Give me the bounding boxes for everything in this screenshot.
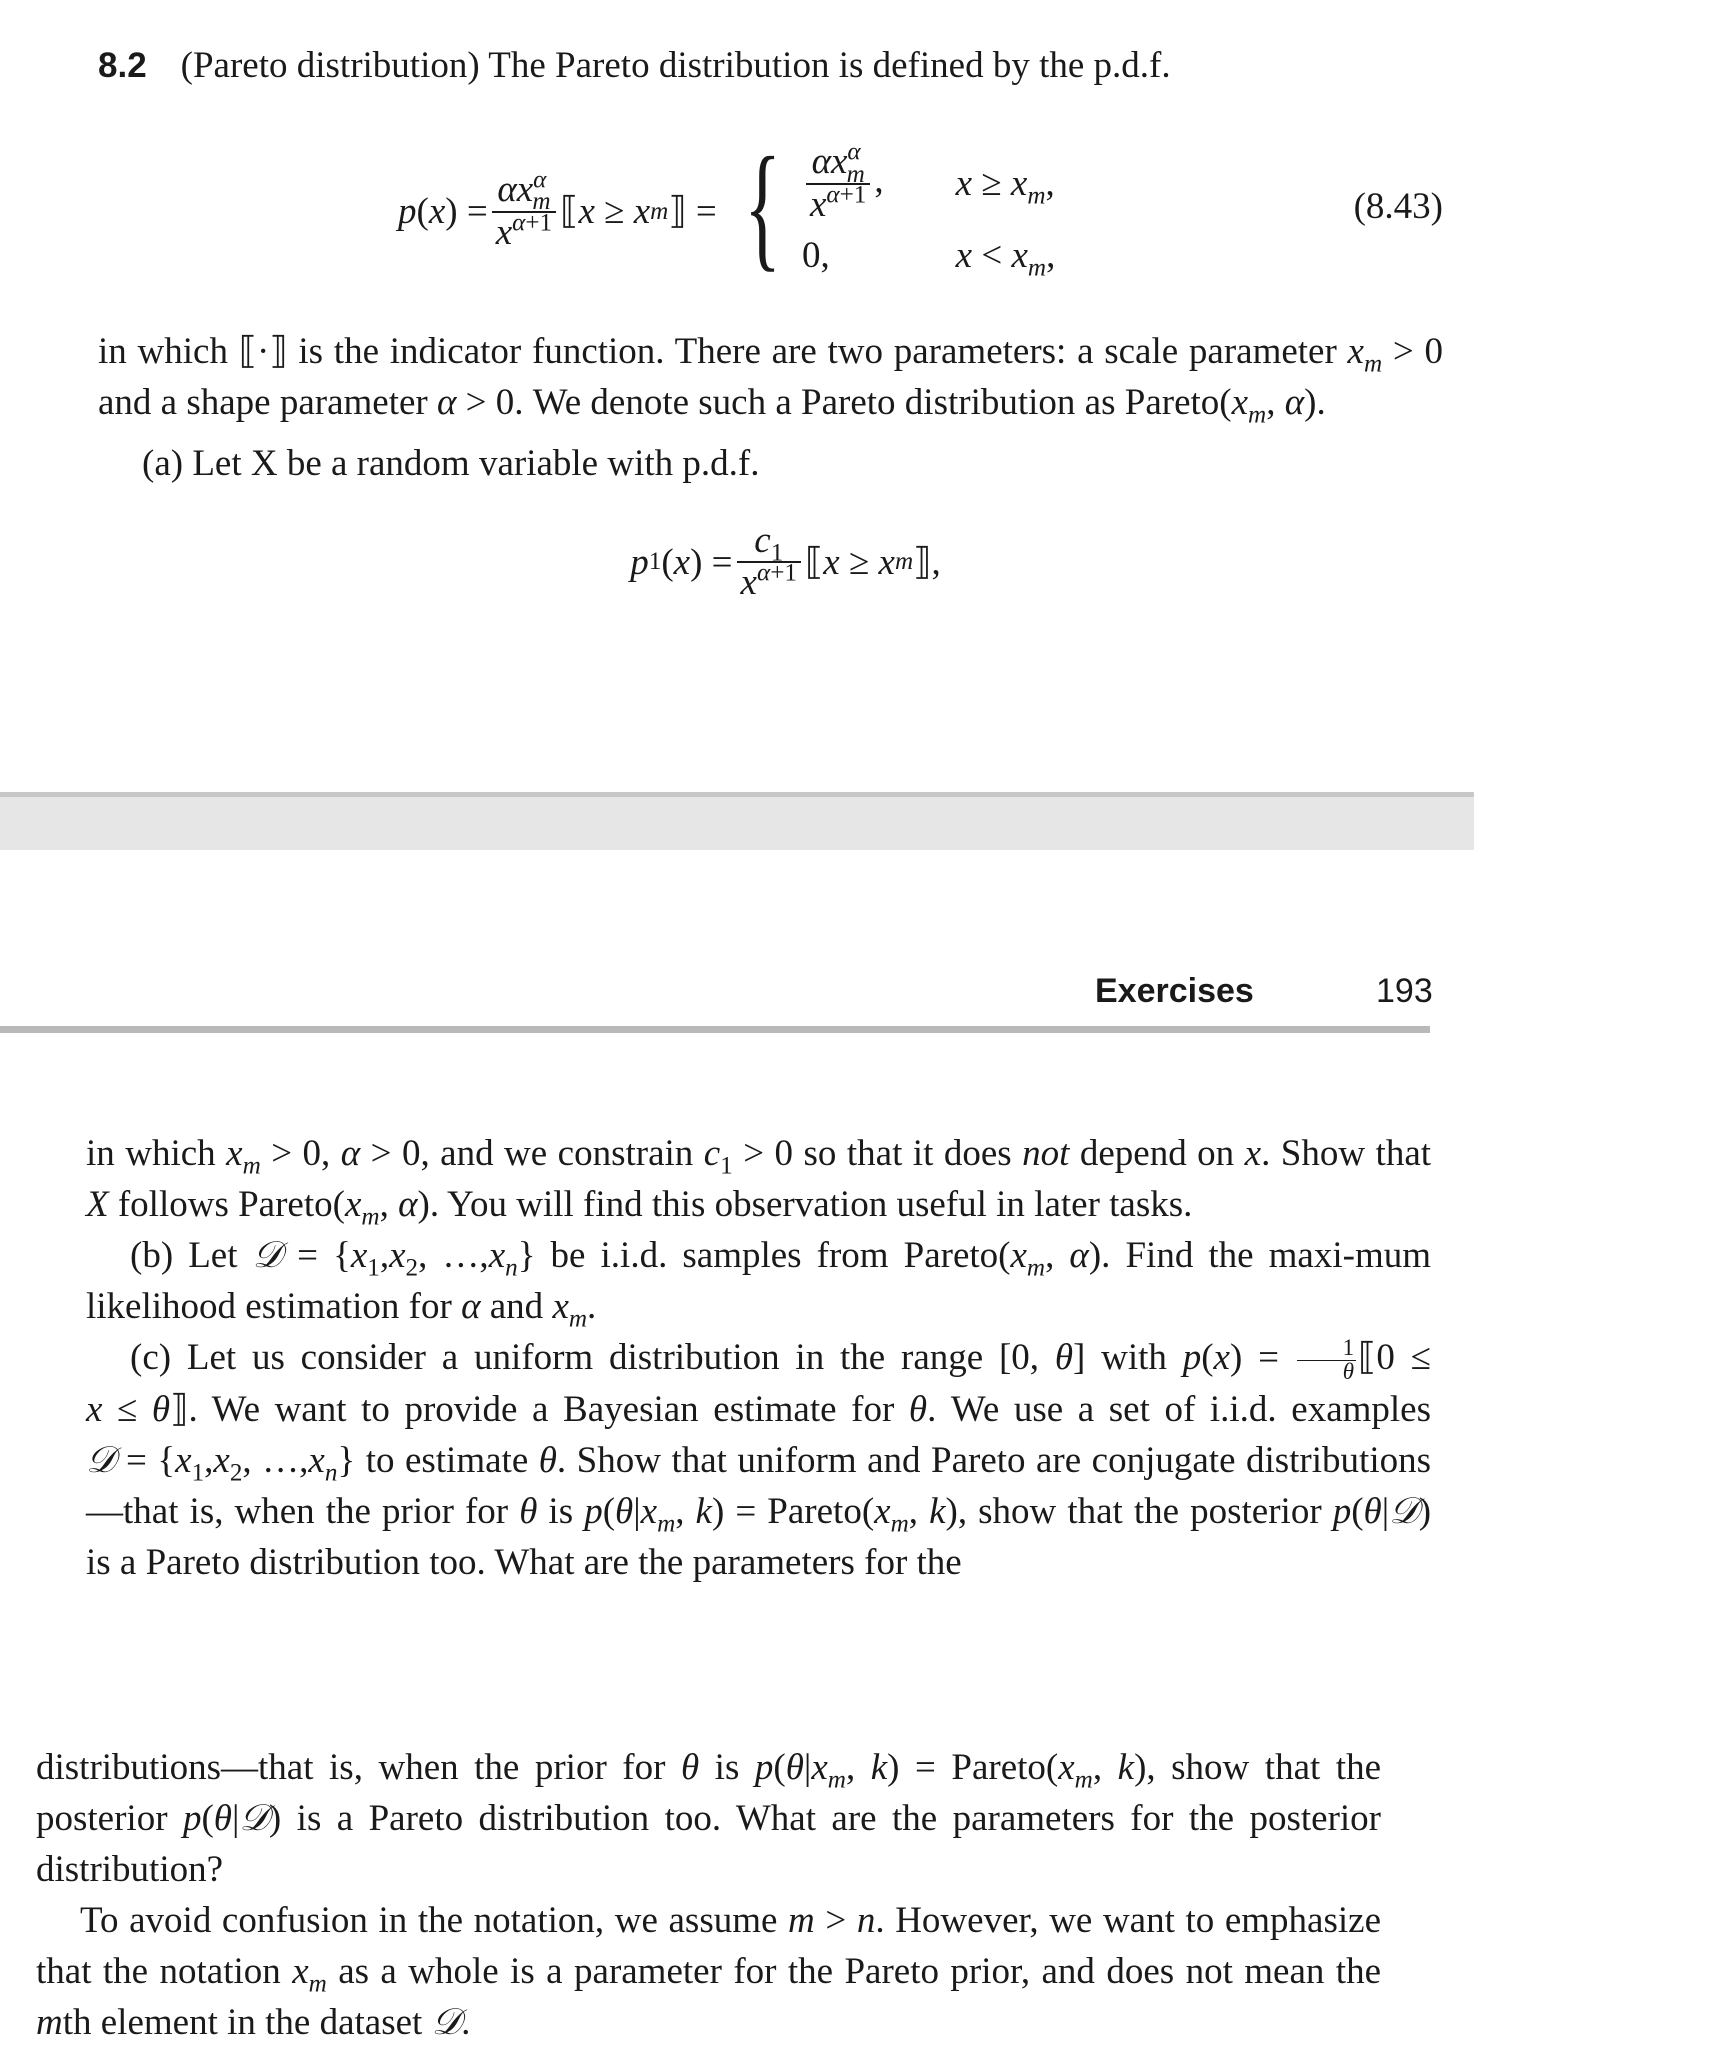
part-c: (c) Let us consider a uniform distribution in the range [0, θ] with p(x) = $\frac{1}{\theta}$ ⟦0 ≤ x ≤ θ⟧. We want to provide a Bayesian estimate for θ. We use a set of i.i.d. examples 𝒟 = {$x_1,x_2$, $\dots,x_n$} to estimate θ. Show that uniform and Pareto are conjugate distributions—that is, when the prior for θ is $p(\theta|x_m$, $k) = Pareto(x_m$, k), show that the posterior p(θ|𝒟) is a Pareto distribution too. What are the parameters for the [86,1335,1432,1584]
pdf-fraction: $\frac{\alpha x^\alpha_m}{x^{\alpha+1}}$ [492,170,556,253]
exercise-8-2-top [98,40,1443,617]
notation-note: To avoid confusion in the notation, we assume m > n. However, we want to emphasize that the notation $x_m$ as a whole is a parameter for the Pareto prior, and does not mean the mth element in the dataset 𝒟. [36,1900,1381,2044]
equation-8-43 [98,119,1443,304]
cases-brace: { [743,128,781,284]
equation-p1: p 1 ( x ) = $\frac{c_1}{x^{\alpha+1}}$ ⟦ x ≥ x m ⟧, [630,519,941,604]
equation-number: (8.43) [1353,186,1443,228]
header-title: Exercises [1095,972,1254,1010]
exercise-heading [98,40,1443,91]
exercise-number: 8.2 [98,46,147,85]
page-divider-band [0,792,1474,850]
p1-fraction: $\frac{c_1}{x^{\alpha+1}}$ [737,521,801,604]
page-number: 193 [1376,972,1433,1010]
exercise-8-2-continued [36,1742,1381,2048]
exercise-8-2-parts [86,1128,1431,1588]
definition-paragraph: in which ⟦·⟧ is the indicator function. There are two parameters: a scale parameter $x_m > 0$ and a shape parameter α > 0. We denote such a Pareto distribution as $Pareto(x_m$, α). [98,331,1443,429]
part-b: (b) Let 𝒟 = {$x_1,x_2$, $\dots,x_n$} be i.i.d. samples from $Pareto(x_m$, α). Find the maxi-mum likelihood estimation for α and $x_m$. [86,1235,1431,1333]
page-header [0,960,1433,1033]
exercise-title: (Pareto distribution) The Pareto distribution is defined by the p.d.f. [180,45,1171,86]
part-a-continuation: in which $x_m > 0$, α > 0, and we constrain $c_1 > 0$ so that it does not depend on x. Show that X follows $Pareto(x_m$, α). You will find this observation useful in later tasks. [86,1133,1432,1231]
part-c-continuation: distributions—that is, when the prior for θ is $p(\theta|x_m$, $k) = Pareto(x_m$, k), show that the posterior p(θ|𝒟) is a Pareto distribution too. What are the parameters for the posterior distribution? [36,1747,1382,1891]
piecewise-cases: $\frac{\alpha x^\alpha_m}{x^{\alpha+1}}$ , $x \ge x_m$, 0, $x < x_m$, [801,139,1056,282]
part-a-intro: (a) Let X be a random variable with p.d.f. [142,443,760,485]
pareto-pdf-formula: p ( x ) = $\frac{\alpha x^\alpha_m}{x^{\alpha+1}}$ ⟦ x ≥ x m ⟧ = { $\frac{\alpha x^\alpha_m}{x^{\alpha+1}}$ , $x \ge x_m$, 0, $x < x_m$, [398,128,1056,284]
